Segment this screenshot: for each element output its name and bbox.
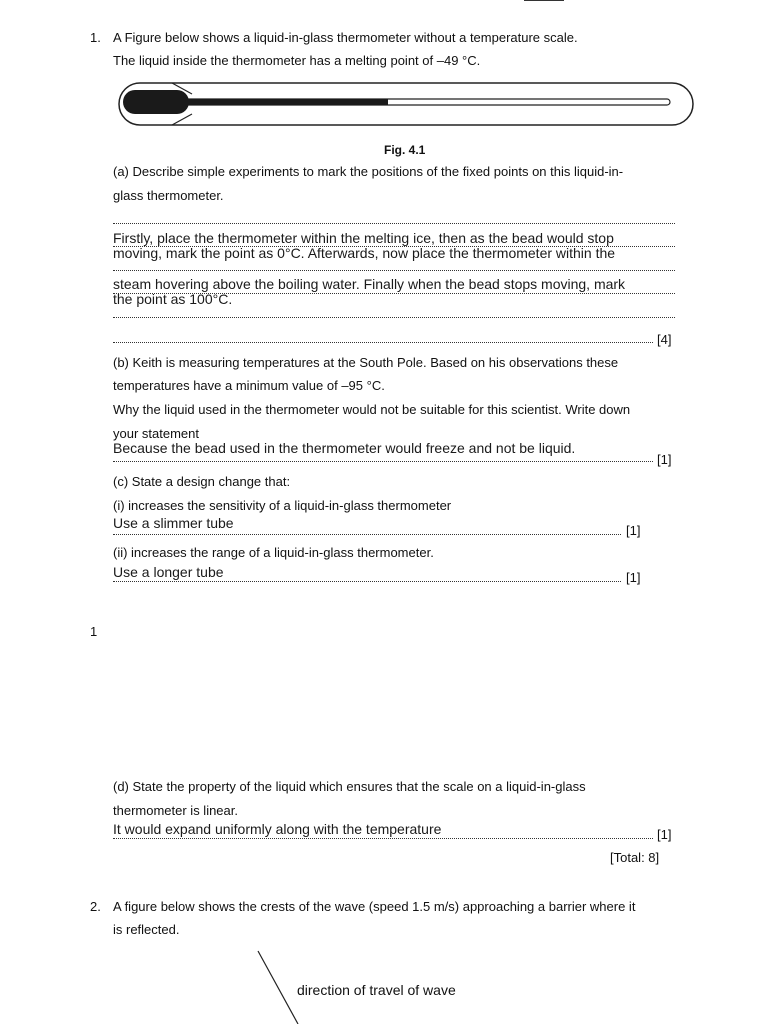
wave-direction-line	[258, 951, 298, 1024]
q1d-mark: [1]	[657, 827, 672, 842]
q1b-line3: Why the liquid used in the thermometer would not be suitable for this scientist. Write down	[113, 402, 631, 417]
q1a-mark: [4]	[657, 332, 672, 347]
q1d-line1: (d) State the property of the liquid which ensures that the scale on a liquid-in-glass	[113, 779, 586, 794]
q1b-line2: temperatures have a minimum value of –95 °C.	[113, 378, 385, 393]
q1c-i-line: (i) increases the sensitivity of a liquid-in-glass thermometer	[113, 498, 452, 513]
answer-line	[113, 342, 653, 343]
thermometer-liquid-column	[180, 99, 388, 105]
q1-intro-line1: A Figure below shows a liquid-in-glass thermometer without a temperature scale.	[113, 30, 578, 45]
q1a-line2: glass thermometer.	[113, 188, 224, 203]
q1a-line1: (a) Describe simple experiments to mark the positions of the fixed points on this liquid-in-	[113, 164, 624, 179]
q1b-answer: Because the bead used in the thermometer would freeze and not be liquid.	[113, 440, 576, 456]
top-stub-line	[524, 0, 564, 1]
answer-line	[113, 838, 653, 839]
q2-number: 2.	[90, 899, 101, 914]
answer-line	[113, 270, 675, 271]
q1a-answer-line3: steam hovering above the boiling water. Finally when the bead stops moving, mark	[113, 276, 626, 292]
answer-line	[113, 223, 675, 224]
thermometer-bulb-liquid	[123, 90, 189, 114]
q1a-answer-line2: moving, mark the point as 0°C. Afterwards, now place the thermometer within the	[113, 245, 616, 261]
q1c-i-mark: [1]	[626, 523, 641, 538]
q1a-answer-line1: Firstly, place the thermometer within the melting ice, then as the bead would stop	[113, 230, 614, 246]
wave-direction-label: direction of travel of wave	[297, 982, 456, 998]
q1b-line4: your statement	[113, 426, 199, 441]
answer-line	[113, 581, 621, 582]
q1-total: [Total: 8]	[610, 850, 660, 865]
q1b-line1: (b) Keith is measuring temperatures at the South Pole. Based on his observations these	[113, 355, 619, 370]
answer-line	[113, 534, 621, 535]
answer-line	[113, 317, 675, 318]
answer-line	[113, 461, 653, 462]
q1d-line2: thermometer is linear.	[113, 803, 238, 818]
q2-line2: is reflected.	[113, 922, 180, 937]
q1c-ii-mark: [1]	[626, 570, 641, 585]
q1d-answer: It would expand uniformly along with the temperature	[113, 821, 442, 837]
fig-caption: Fig. 4.1	[384, 143, 426, 157]
q1-intro-line2: The liquid inside the thermometer has a melting point of –49 °C.	[113, 53, 481, 68]
q1-number: 1.	[90, 30, 101, 45]
q1c-line: (c) State a design change that:	[113, 474, 291, 489]
page-number: 1	[90, 624, 98, 639]
q1c-i-answer: Use a slimmer tube	[113, 515, 234, 531]
q1a-answer-line4: the point as 100°C.	[113, 291, 233, 307]
thermometer-figure	[110, 80, 702, 128]
q1c-ii-answer: Use a longer tube	[113, 564, 224, 580]
q1c-ii-line: (ii) increases the range of a liquid-in-glass thermometer.	[113, 545, 434, 560]
q1b-mark: [1]	[657, 452, 672, 467]
q2-line1: A figure below shows the crests of the wave (speed 1.5 m/s) approaching a barrier where it	[113, 899, 636, 914]
